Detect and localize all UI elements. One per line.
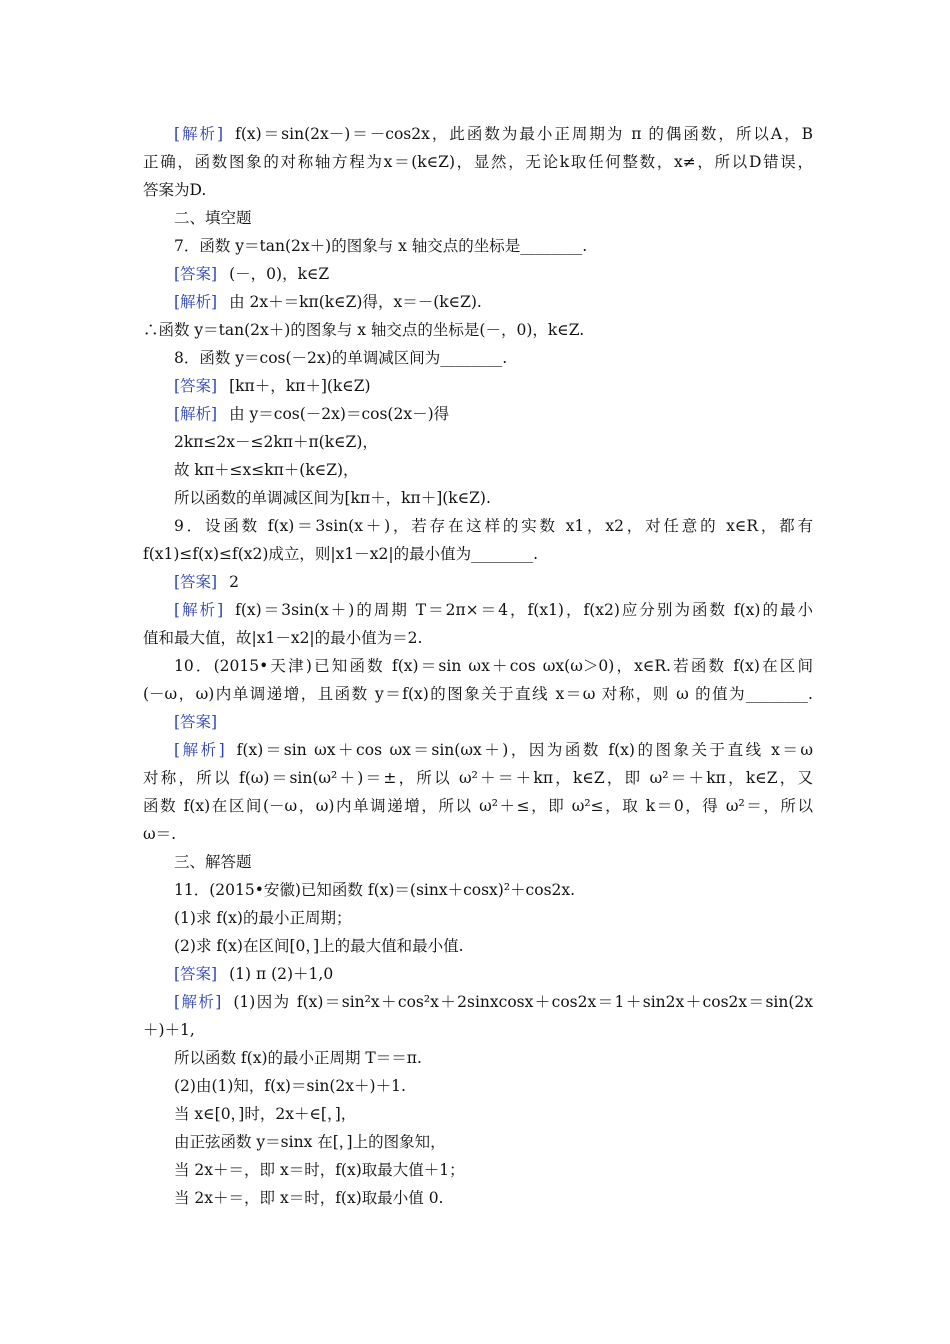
text-line — [143, 288, 813, 316]
line-text: 答案为D. — [143, 181, 207, 199]
line-text: 当 x∈[0，]时，2x＋∈[，]， — [174, 1105, 357, 1123]
line-text: 所以函数的单调减区间为[kπ＋，kπ＋](k∈Z). — [174, 489, 491, 507]
line-text: 当 2x＋＝，即 x＝时，f(x)取最小值 0. — [174, 1189, 444, 1207]
line-text: 9．设函数 f(x)＝3sin(x＋)，若存在这样的实数 x1，x2，对任意的 x∈R，都有 — [174, 517, 813, 535]
text-line — [143, 596, 813, 624]
line-text: ＋)＋1, — [143, 1021, 195, 1039]
line-text: 2 — [229, 573, 239, 591]
line-text: f(x1)≤f(x)≤f(x2)成立，则|x1－x2|的最小值为________. — [143, 545, 538, 563]
line-text: (－ω，ω)内单调递增，且函数 y＝f(x)的图象关于直线 x＝ω 对称，则 ω 的值为________. — [143, 685, 813, 703]
text-line — [143, 1044, 813, 1072]
text-line — [143, 1100, 813, 1128]
line-text: ω＝. — [143, 825, 177, 843]
line-text: f(x)＝sin ωx＋cos ωx＝sin(ωx＋)，因为函数 f(x)的图象关于直线 x＝ω — [236, 741, 813, 759]
analysis-tag: [解析] — [174, 601, 224, 619]
line-text: (1)因为 f(x)＝sin²x＋cos²x＋2sinxcosx＋cos2x＝1＋sin2x＋cos2x＝sin(2x — [233, 993, 813, 1011]
analysis-tag: [解析] — [174, 125, 224, 143]
text-line — [143, 540, 813, 568]
line-text: 由正弦函数 y＝sinx 在[，]上的图象知， — [174, 1133, 446, 1151]
text-line — [143, 232, 813, 260]
line-text: 对称，所以 f(ω)＝sin(ω²＋)＝±，所以 ω²＋＝＋kπ，k∈Z，即 ω²＝＋kπ，k∈Z，又 — [143, 769, 813, 787]
analysis-tag: [解析] — [174, 741, 225, 759]
line-text: (1) π (2)＋1,0 — [229, 965, 334, 983]
line-text: ∴函数 y＝tan(2x＋)的图象与 x 轴交点的坐标是(－，0)，k∈Z. — [143, 321, 585, 339]
text-line — [143, 736, 813, 764]
line-text: 三、解答题 — [174, 853, 252, 871]
line-text: 7．函数 y＝tan(2x＋)的图象与 x 轴交点的坐标是________. — [174, 237, 588, 255]
line-text: f(x)＝3sin(x＋)的周期 T＝2π×＝4，f(x1)，f(x2)应分别为函数 f(x)的最小 — [235, 601, 813, 619]
line-text: 由 2x＋＝kπ(k∈Z)得，x＝－(k∈Z). — [229, 293, 482, 311]
text-line — [143, 932, 813, 960]
line-text: (－，0)，k∈Z — [229, 265, 330, 283]
line-text: 正确，函数图象的对称轴方程为x＝(k∈Z)，显然，无论k取任何整数，x≠，所以D错误， — [143, 153, 813, 171]
text-line — [143, 260, 813, 288]
text-line — [143, 428, 813, 456]
text-line — [143, 204, 813, 232]
line-text: (2)求 f(x)在区间[0，]上的最大值和最小值. — [174, 937, 464, 955]
text-line — [143, 1016, 813, 1044]
analysis-tag: [解析] — [174, 293, 218, 311]
text-line — [143, 316, 813, 344]
text-line — [143, 1184, 813, 1212]
line-text: 11．(2015•安徽)已知函数 f(x)＝(sinx＋cosx)²＋cos2x. — [174, 881, 576, 899]
text-line — [143, 876, 813, 904]
answer-tag: [答案] — [174, 965, 218, 983]
text-line — [143, 764, 813, 792]
text-line — [143, 344, 813, 372]
line-text: 函数 f(x)在区间(－ω，ω)内单调递增，所以 ω²＋≤，即 ω²≤，取 k＝0，得 ω²＝，所以 — [143, 797, 813, 815]
line-text: 故 kπ＋≤x≤kπ＋(k∈Z)， — [174, 461, 359, 479]
text-line — [143, 848, 813, 876]
text-line — [143, 1156, 813, 1184]
line-text: (2)由(1)知，f(x)＝sin(2x＋)＋1. — [174, 1077, 406, 1095]
text-line — [143, 904, 813, 932]
text-line — [143, 960, 813, 988]
text-line — [143, 372, 813, 400]
text-line — [143, 1128, 813, 1156]
text-line — [143, 400, 813, 428]
line-text: 8．函数 y＝cos(－2x)的单调减区间为________. — [174, 349, 508, 367]
text-line — [143, 120, 813, 148]
line-text: 所以函数 f(x)的最小正周期 T＝＝π. — [174, 1049, 422, 1067]
line-text: 10．(2015•天津)已知函数 f(x)＝sin ωx＋cos ωx(ω＞0)，x∈R.若函数 f(x)在区间 — [174, 657, 813, 675]
line-text: 由 y＝cos(－2x)＝cos(2x－)得 — [229, 405, 450, 423]
answer-tag: [答案] — [174, 573, 218, 591]
text-line — [143, 456, 813, 484]
analysis-tag: [解析] — [174, 993, 222, 1011]
text-line — [143, 708, 813, 736]
text-line — [143, 680, 813, 708]
text-line — [143, 792, 813, 820]
answer-tag: [答案] — [174, 265, 218, 283]
text-line — [143, 568, 813, 596]
text-line — [143, 484, 813, 512]
line-text: f(x)＝sin(2x－)＝－cos2x，此函数为最小正周期为 π 的偶函数，所以A，B — [235, 125, 813, 143]
text-line — [143, 988, 813, 1016]
answer-tag: [答案] — [174, 377, 218, 395]
text-line — [143, 148, 813, 176]
analysis-tag: [解析] — [174, 405, 218, 423]
text-line — [143, 652, 813, 680]
text-line — [143, 176, 813, 204]
line-text: 值和最大值，故|x1－x2|的最小值为＝2. — [143, 629, 423, 647]
line-text: (1)求 f(x)的最小正周期； — [174, 909, 352, 927]
line-text: 当 2x＋＝，即 x＝时，f(x)取最大值＋1； — [174, 1161, 465, 1179]
line-text: 2kπ≤2x－≤2kπ＋π(k∈Z)， — [174, 433, 378, 451]
answer-tag: [答案] — [174, 713, 218, 731]
document-body — [143, 120, 813, 1212]
text-line — [143, 1072, 813, 1100]
text-line — [143, 512, 813, 540]
text-line — [143, 820, 813, 848]
line-text: [kπ＋，kπ＋](k∈Z) — [229, 377, 371, 395]
text-line — [143, 624, 813, 652]
line-text: 二、填空题 — [174, 209, 252, 227]
